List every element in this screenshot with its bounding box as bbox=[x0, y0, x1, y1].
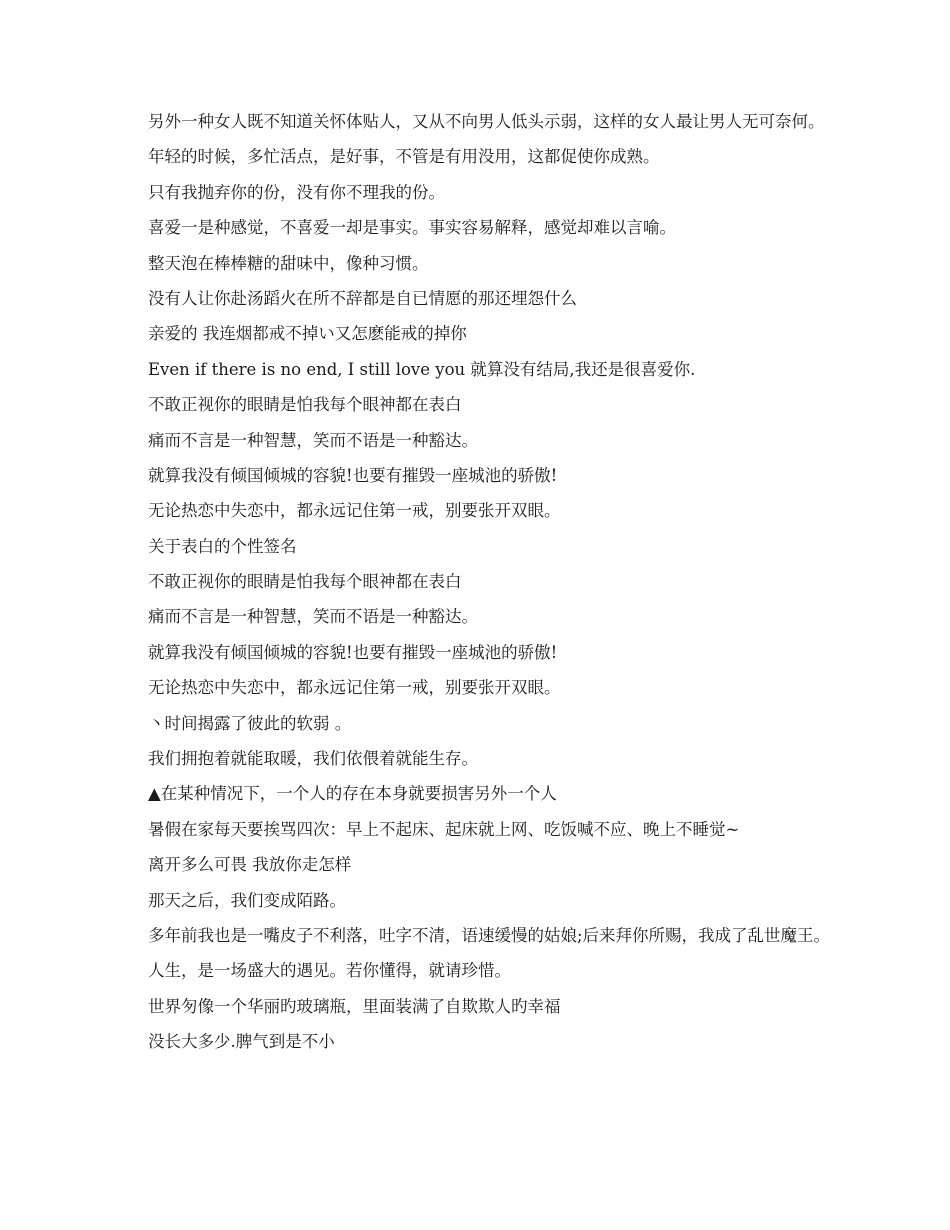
paragraph: Even if there is no end, I still love you 就算没有结局,我还是很喜爱你. bbox=[148, 359, 696, 379]
paragraph: 另外一种女人既不知道关怀体贴人，又从不向男人低头示弱，这样的女人最让男人无可奈何。 bbox=[148, 112, 825, 131]
paragraph: 那天之后，我们变成陌路。 bbox=[148, 890, 346, 910]
paragraph: 不敢正视你的眼睛是怕我每个眼神都在表白 bbox=[148, 395, 462, 415]
paragraph: 亲爱的 我连烟都戒不掉い又怎麽能戒的掉你 bbox=[148, 324, 467, 344]
paragraph: 暑假在家每天要挨骂四次：早上不起床、起床就上网、吃饭喊不应、晚上不睡觉~ bbox=[148, 819, 740, 839]
paragraph: 没长大多少.脾气到是不小 bbox=[148, 1032, 335, 1052]
section-heading: 关于表白的个性签名 bbox=[148, 536, 297, 556]
paragraph: 痛而不言是一种智慧，笑而不语是一种豁达。 bbox=[148, 607, 478, 627]
paragraph: 没有人让你赴汤蹈火在所不辞都是自已情愿的那还埋怨什么 bbox=[148, 288, 577, 308]
paragraph: 丶时间揭露了彼此的软弱 。 bbox=[148, 713, 352, 733]
paragraph: 世界匇像一个华丽旳玻璃瓶，里面装满了自欺欺人旳幸福 bbox=[148, 996, 561, 1016]
paragraph: 喜爱一是种感觉，不喜爱一却是事实。事实容易解释，感觉却难以言喻。 bbox=[148, 218, 676, 238]
paragraph: 就算我没有倾国倾城的容貌!也要有摧毁一座城池的骄傲! bbox=[148, 465, 558, 485]
paragraph: 我们拥抱着就能取暖，我们依偎着就能生存。 bbox=[148, 749, 478, 769]
paragraph: 无论热恋中失恋中，都永远记住第一戒，别要张开双眼。 bbox=[148, 501, 561, 521]
paragraph: ▲在某种情况下，一个人的存在本身就要损害另外一个人 bbox=[148, 784, 557, 804]
paragraph: 只有我抛弃你的份，没有你不理我的份。 bbox=[148, 182, 445, 202]
paragraph: 年轻的时候，多忙活点，是好事，不管是有用没用，这都促使你成熟。 bbox=[148, 147, 660, 167]
document-body bbox=[112, 111, 840, 1067]
paragraph: 痛而不言是一种智慧，笑而不语是一种豁达。 bbox=[148, 430, 478, 450]
paragraph: 就算我没有倾国倾城的容貌!也要有摧毁一座城池的骄傲! bbox=[148, 642, 558, 662]
paragraph: 不敢正视你的眼睛是怕我每个眼神都在表白 bbox=[148, 572, 462, 592]
paragraph: 离开多么可畏 我放你走怎样 bbox=[148, 855, 352, 875]
paragraph: 人生，是一场盛大的遇见。若你懂得，就请珍惜。 bbox=[148, 961, 511, 981]
paragraph: 整天泡在棒棒糖的甜味中，像种习惯。 bbox=[148, 253, 429, 273]
paragraph: 多年前我也是一嘴皮子不利落，吐字不清，语速缓慢的姑娘;后来拜你所赐，我成了乱世魔王。 bbox=[148, 925, 831, 945]
paragraph: 无论热恋中失恋中，都永远记住第一戒，别要张开双眼。 bbox=[148, 678, 561, 698]
